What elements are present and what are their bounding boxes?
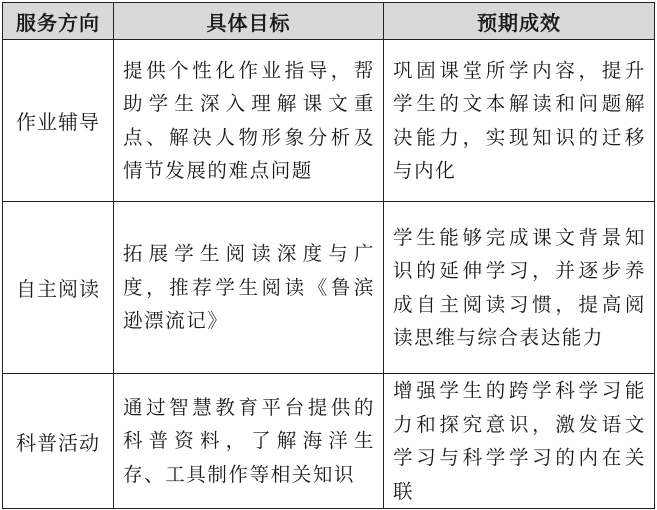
direction-cell: 作业辅导 — [3, 40, 114, 202]
header-goal: 具体目标 — [114, 3, 384, 40]
service-plan-table — [2, 2, 655, 509]
goal-cell: 拓展学生阅读深度与广度，推荐学生阅读《鲁滨逊漂流记》 — [114, 202, 384, 374]
header-direction: 服务方向 — [3, 3, 114, 40]
direction-cell: 科普活动 — [3, 374, 114, 509]
table-row — [3, 40, 655, 202]
header-row — [3, 3, 655, 40]
direction-cell: 自主阅读 — [3, 202, 114, 374]
table-row — [3, 374, 655, 509]
effect-cell: 学生能够完成课文背景知识的延伸学习，并逐步养成自主阅读习惯，提高阅读思维与综合表达能力 — [384, 202, 655, 374]
effect-cell: 巩固课堂所学内容，提升学生的文本解读和问题解决能力，实现知识的迁移与内化 — [384, 40, 655, 202]
goal-cell: 提供个性化作业指导，帮助学生深入理解课文重点、解决人物形象分析及情节发展的难点问题 — [114, 40, 384, 202]
goal-cell: 通过智慧教育平台提供的科普资料，了解海洋生存、工具制作等相关知识 — [114, 374, 384, 509]
effect-cell: 增强学生的跨学科学习能力和探究意识，激发语文学习与科学学习的内在关联 — [384, 374, 655, 509]
table-row — [3, 202, 655, 374]
header-effect: 预期成效 — [384, 3, 655, 40]
